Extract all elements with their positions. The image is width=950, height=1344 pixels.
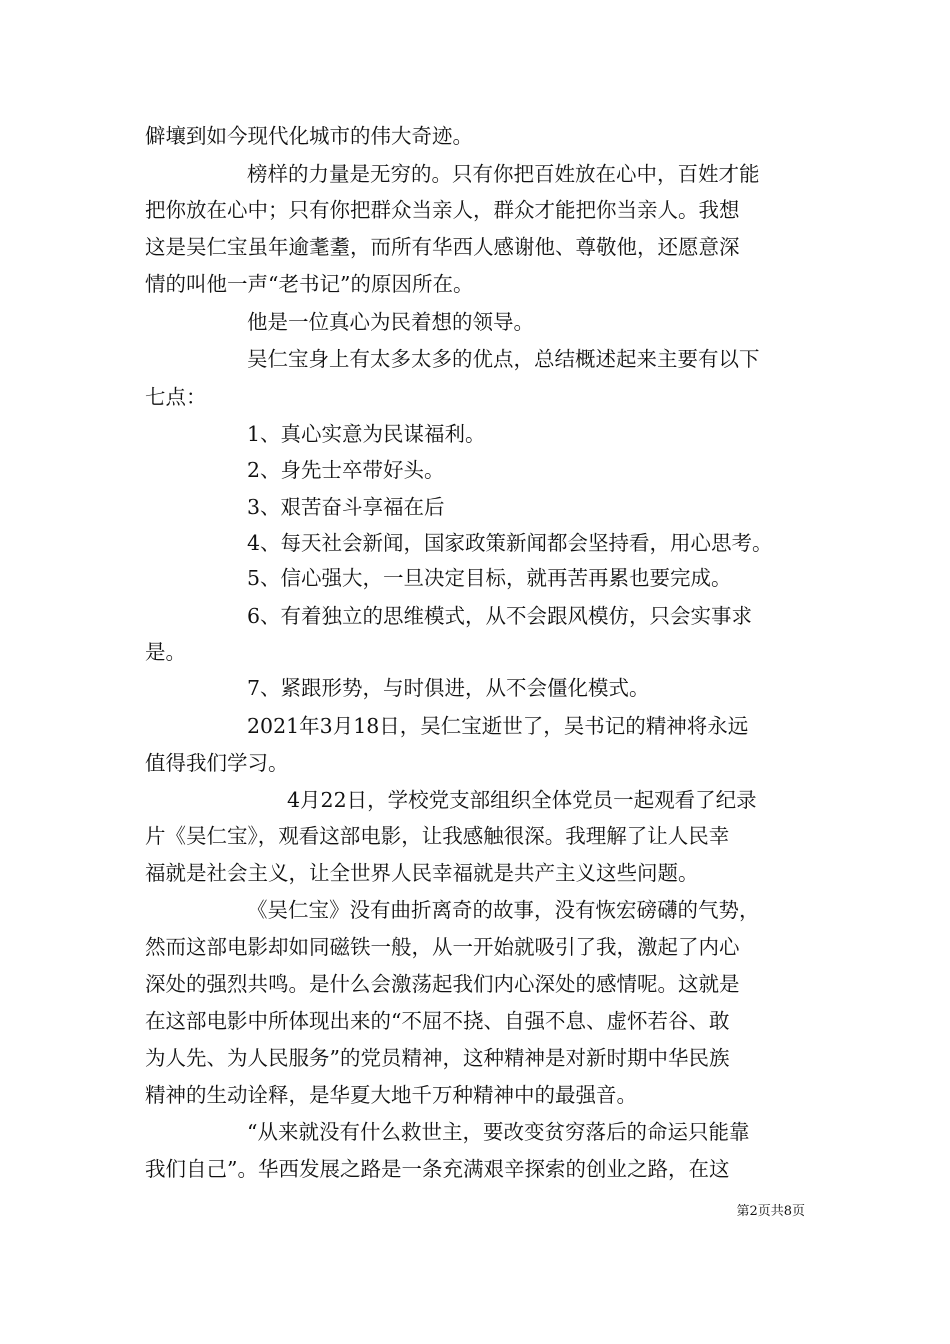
text-line: 吴仁宝身上有太多太多的优点，总结概述起来主要有以下 [247,347,760,371]
text-line: “从来就没有什么救世主，要改变贫穷落后的命运只能靠 [247,1120,750,1144]
list-item: 5、信心强大，一旦决定目标，就再苦再累也要完成。 [247,566,732,590]
text-line: 是。 [145,640,186,664]
list-item: 1、真心实意为民谋福利。 [247,422,486,446]
text-line: 他是一位真心为民着想的领导。 [247,310,534,334]
text-line: 福就是社会主义，让全世界人民幸福就是共产主义这些问题。 [145,861,699,885]
list-item: 3、艰苦奋斗享福在后 [247,495,445,519]
text-line: 片《吴仁宝》，观看这部电影，让我感触很深。我理解了让人民幸 [145,824,730,848]
text-line: 《吴仁宝》没有曲折离奇的故事，没有恢宏磅礴的气势， [247,898,760,922]
text-line: 把你放在心中；只有你把群众当亲人，群众才能把你当亲人。我想 [145,198,740,222]
page-number: 第2页共8页 [736,1204,805,1219]
text-line: 这是吴仁宝虽年逾耄耋，而所有华西人感谢他、尊敬他，还愿意深 [145,235,740,259]
text-line: 2021年3月18日，吴仁宝逝世了，吴书记的精神将永远 [247,714,749,738]
text-line: 4月22日，学校党支部组织全体党员一起观看了纪录 [287,788,757,812]
text-line: 情的叫他一声“老书记”的原因所在。 [145,272,474,296]
text-line: 僻壤到如今现代化城市的伟大奇迹。 [145,124,473,148]
text-line: 在这部电影中所体现出来的“不屈不挠、自强不息、虚怀若谷、敢 [145,1009,730,1033]
list-item: 2、身先士卒带好头。 [247,458,445,482]
text-line: 榜样的力量是无穷的。只有你把百姓放在心中，百姓才能 [247,162,760,186]
text-line: 精神的生动诠释，是华夏大地千万种精神中的最强音。 [145,1083,637,1107]
list-item: 4、每天社会新闻，国家政策新闻都会坚持看，用心思考。 [247,531,773,555]
text-line: 七点： [145,385,207,409]
list-item: 7、紧跟形势，与时俱进，从不会僵化模式。 [247,676,650,700]
list-item: 6、有着独立的思维模式，从不会跟风模仿，只会实事求 [247,604,753,628]
text-line: 值得我们学习。 [145,751,289,775]
text-line: 为人先、为人民服务”的党员精神，这种精神是对新时期中华民族 [145,1046,730,1070]
text-line: 我们自己”。华西发展之路是一条充满艰辛探索的创业之路，在这 [145,1157,730,1181]
text-line: 然而这部电影却如同磁铁一般，从一开始就吸引了我，激起了内心 [145,935,740,959]
text-line: 深处的强烈共鸣。是什么会激荡起我们内心深处的感情呢。这就是 [145,972,740,996]
